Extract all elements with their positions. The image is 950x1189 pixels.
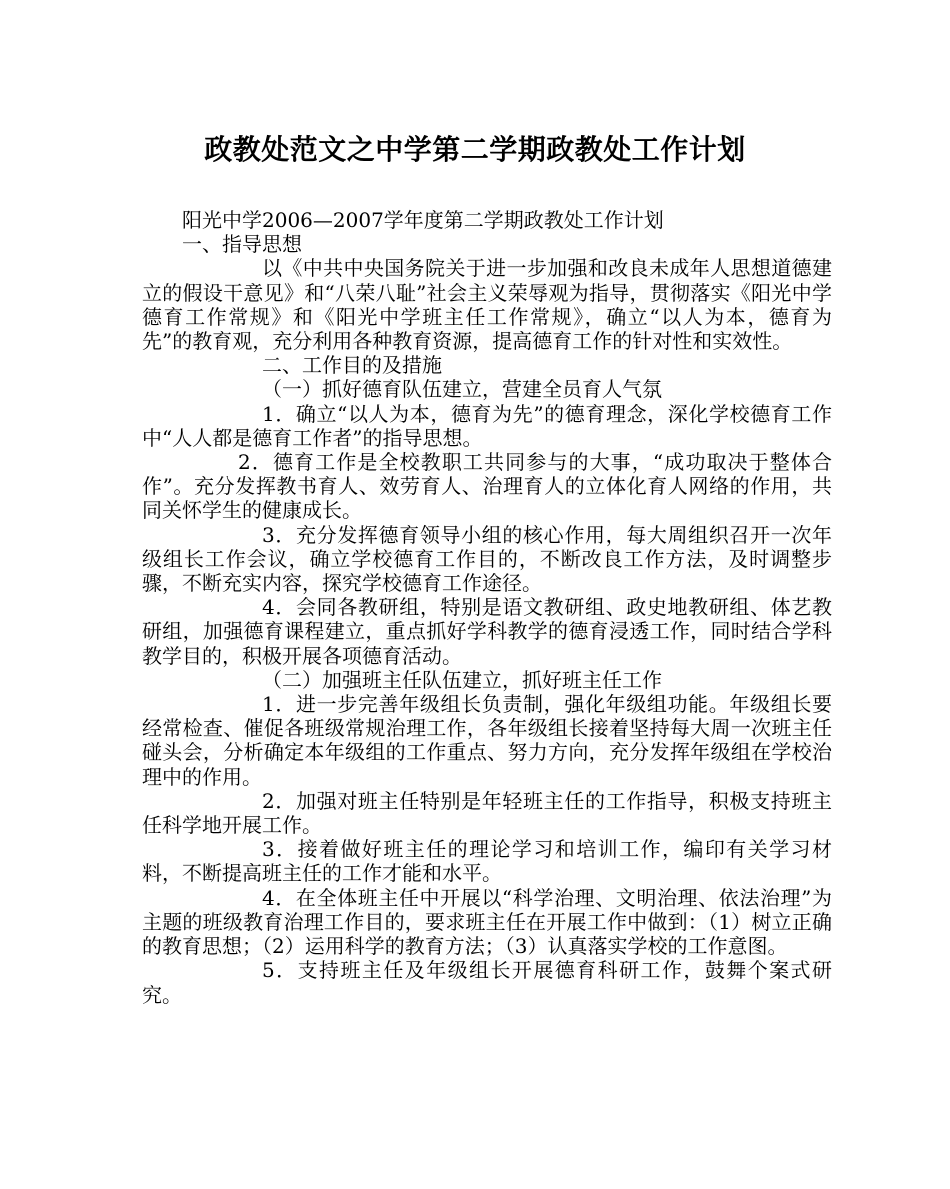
list-item-2-1: 1．进一步完善年级组长负责制，强化年级组功能。年级组长要经常检查、催促各班级常规治理工作，各年级组长接着坚持每大周一次班主任碰头会，分析确定本年级组的工作重点、努力方向，充分发挥年级组在学校治理中的作用。 [142,692,832,789]
list-item-2-2: 2．加强对班主任特别是年轻班主任的工作指导，积极支持班主任科学地开展工作。 [142,788,832,838]
subsection-heading-1: （一）抓好德育队伍建立，营建全员育人气氛 [262,377,662,402]
list-item-1-2: 2．德育工作是全校教职工共同参与的大事，“成功取决于整体合作”。充分发挥教书育人、效劳育人、治理育人的立体化育人网络的作用，共同关怀学生的健康成长。 [142,450,832,523]
list-item-1-1: 1．确立“以人为本，德育为先”的德育理念，深化学校德育工作中“人人都是德育工作者”的指导思想。 [142,401,832,450]
paragraph-guiding-ideology: 以《中共中央国务院关于进一步加强和改良未成年人思想道德建立的假设干意见》和“八荣八耻”社会主义荣辱观为指导，贯彻落实《阳光中学德育工作常规》和《阳光中学班主任工作常规》，确立“以人为本，德育为先”的教育观，充分利用各种教育资源，提高德育工作的针对性和实效性。 [142,256,832,354]
section-heading-2: 二、工作目的及措施 [262,353,442,378]
subsection-heading-2: （二）加强班主任队伍建立，抓好班主任工作 [262,667,662,692]
list-item-1-3: 3．充分发挥德育领导小组的核心作用，每大周组织召开一次年级组长工作会议，确立学校德育工作目的，不断改良工作方法，及时调整步骤，不断充实内容，探究学校德育工作途径。 [142,522,832,596]
list-item-2-4: 4．在全体班主任中开展以“科学治理、文明治理、依法治理”为主题的班级教育治理工作目的，要求班主任在开展工作中做到：（1）树立正确的教育思想；（2）运用科学的教育方法；（3）认真落实学校的工作意图。 [142,885,832,959]
section-heading-1: 一、指导思想 [182,232,302,257]
list-item-1-4: 4．会同各教研组，特别是语文教研组、政史地教研组、体艺教研组，加强德育课程建立，重点抓好学科教学的德育浸透工作，同时结合学科教学目的，积极开展各项德育活动。 [142,595,832,668]
list-item-2-5: 5．支持班主任及年级组长开展德育科研工作，鼓舞个案式研究。 [142,958,832,1007]
document-title: 政教处范文之中学第二学期政教处工作计划 [204,133,746,166]
list-item-2-3: 3．接着做好班主任的理论学习和培训工作，编印有关学习材料，不断提高班主任的工作才能和水平。 [142,837,832,886]
document-subtitle: 阳光中学2006—2007学年度第二学期政教处工作计划 [182,208,664,232]
document-body [142,208,832,1007]
